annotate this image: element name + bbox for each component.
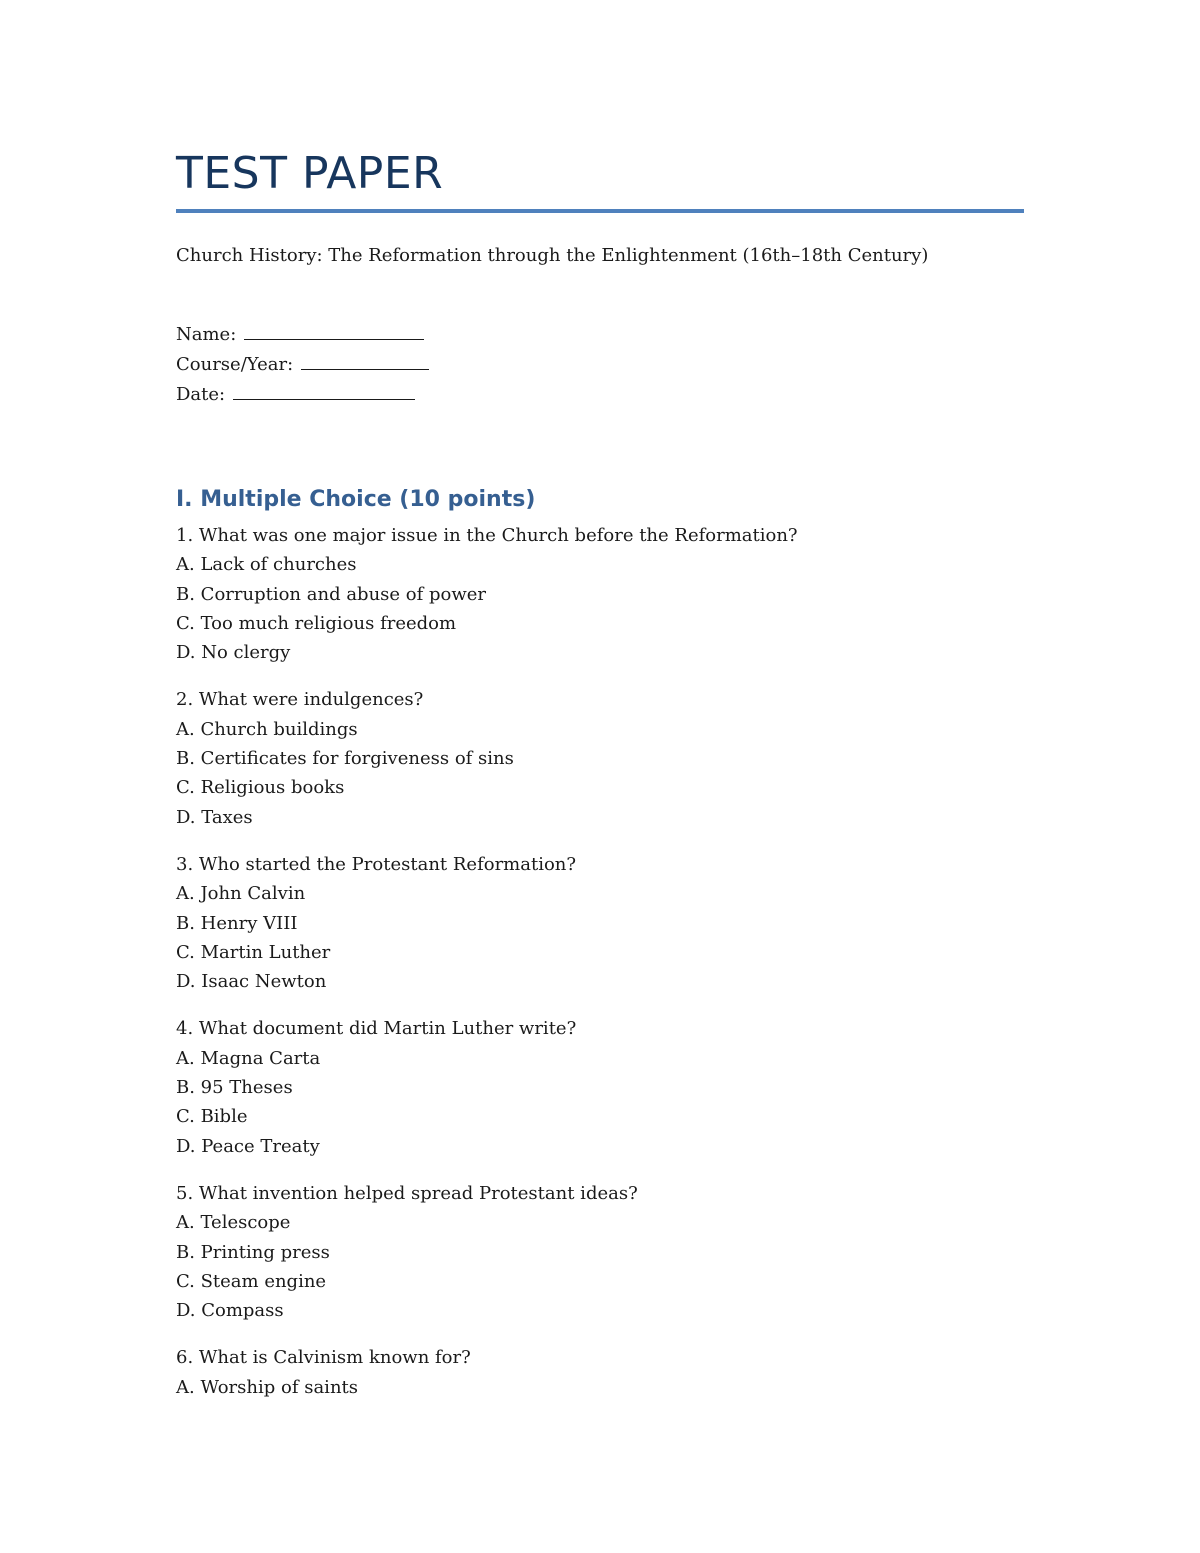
option-b: B. Printing press	[176, 1241, 330, 1263]
name-label: Name:	[176, 324, 237, 345]
option-a: A. Church buildings	[176, 718, 358, 740]
question-text: 6. What is Calvinism known for?	[176, 1347, 471, 1369]
option-a: A. Telescope	[176, 1212, 291, 1234]
option-d: D. Taxes	[176, 806, 253, 828]
option-d: D. Compass	[176, 1300, 284, 1322]
question-1	[176, 521, 798, 667]
name-blank[interactable]	[244, 321, 424, 340]
option-c: C. Too much religious freedom	[176, 612, 457, 634]
subtitle: Church History: The Reformation through the Enlightenment (16th–18th Century)	[176, 245, 929, 266]
option-a: A. Magna Carta	[176, 1047, 321, 1069]
question-text: 2. What were indulgences?	[176, 689, 424, 711]
title-divider	[176, 209, 1024, 213]
question-2	[176, 685, 798, 831]
option-c: C. Bible	[176, 1106, 248, 1128]
option-b: B. Corruption and abuse of power	[176, 583, 487, 605]
option-c: C. Religious books	[176, 777, 345, 799]
question-text: 5. What invention helped spread Protestant ideas?	[176, 1182, 638, 1204]
question-text: 4. What document did Martin Luther write?	[176, 1018, 577, 1040]
question-text: 1. What was one major issue in the Church before the Reformation?	[176, 525, 798, 546]
option-b: B. 95 Theses	[176, 1077, 293, 1099]
option-b: B. Henry VIII	[176, 912, 298, 934]
option-c: C. Steam engine	[176, 1270, 327, 1292]
name-field[interactable]	[176, 320, 429, 350]
option-d: D. Peace Treaty	[176, 1135, 320, 1157]
date-label: Date:	[176, 384, 226, 405]
option-d: D. No clergy	[176, 642, 291, 664]
question-5	[176, 1179, 798, 1325]
option-a: A. John Calvin	[176, 883, 306, 905]
question-text: 3. Who started the Protestant Reformation?	[176, 853, 577, 875]
course-year-field[interactable]	[176, 350, 429, 380]
option-d: D. Isaac Newton	[176, 971, 327, 993]
course-year-blank[interactable]	[301, 351, 429, 370]
question-list	[176, 521, 798, 1420]
option-a: A. Lack of churches	[176, 554, 357, 576]
option-b: B. Certificates for forgiveness of sins	[176, 748, 514, 770]
question-3	[176, 850, 798, 996]
page-title: TEST PAPER	[176, 148, 444, 199]
question-4	[176, 1014, 798, 1160]
option-a: A. Worship of saints	[176, 1376, 359, 1398]
option-c: C. Martin Luther	[176, 941, 331, 963]
date-blank[interactable]	[233, 381, 415, 400]
date-field[interactable]	[176, 380, 429, 410]
section-heading: I. Multiple Choice (10 points)	[176, 487, 536, 512]
question-6	[176, 1343, 798, 1402]
student-info-fields	[176, 320, 429, 410]
course-year-label: Course/Year:	[176, 354, 294, 375]
